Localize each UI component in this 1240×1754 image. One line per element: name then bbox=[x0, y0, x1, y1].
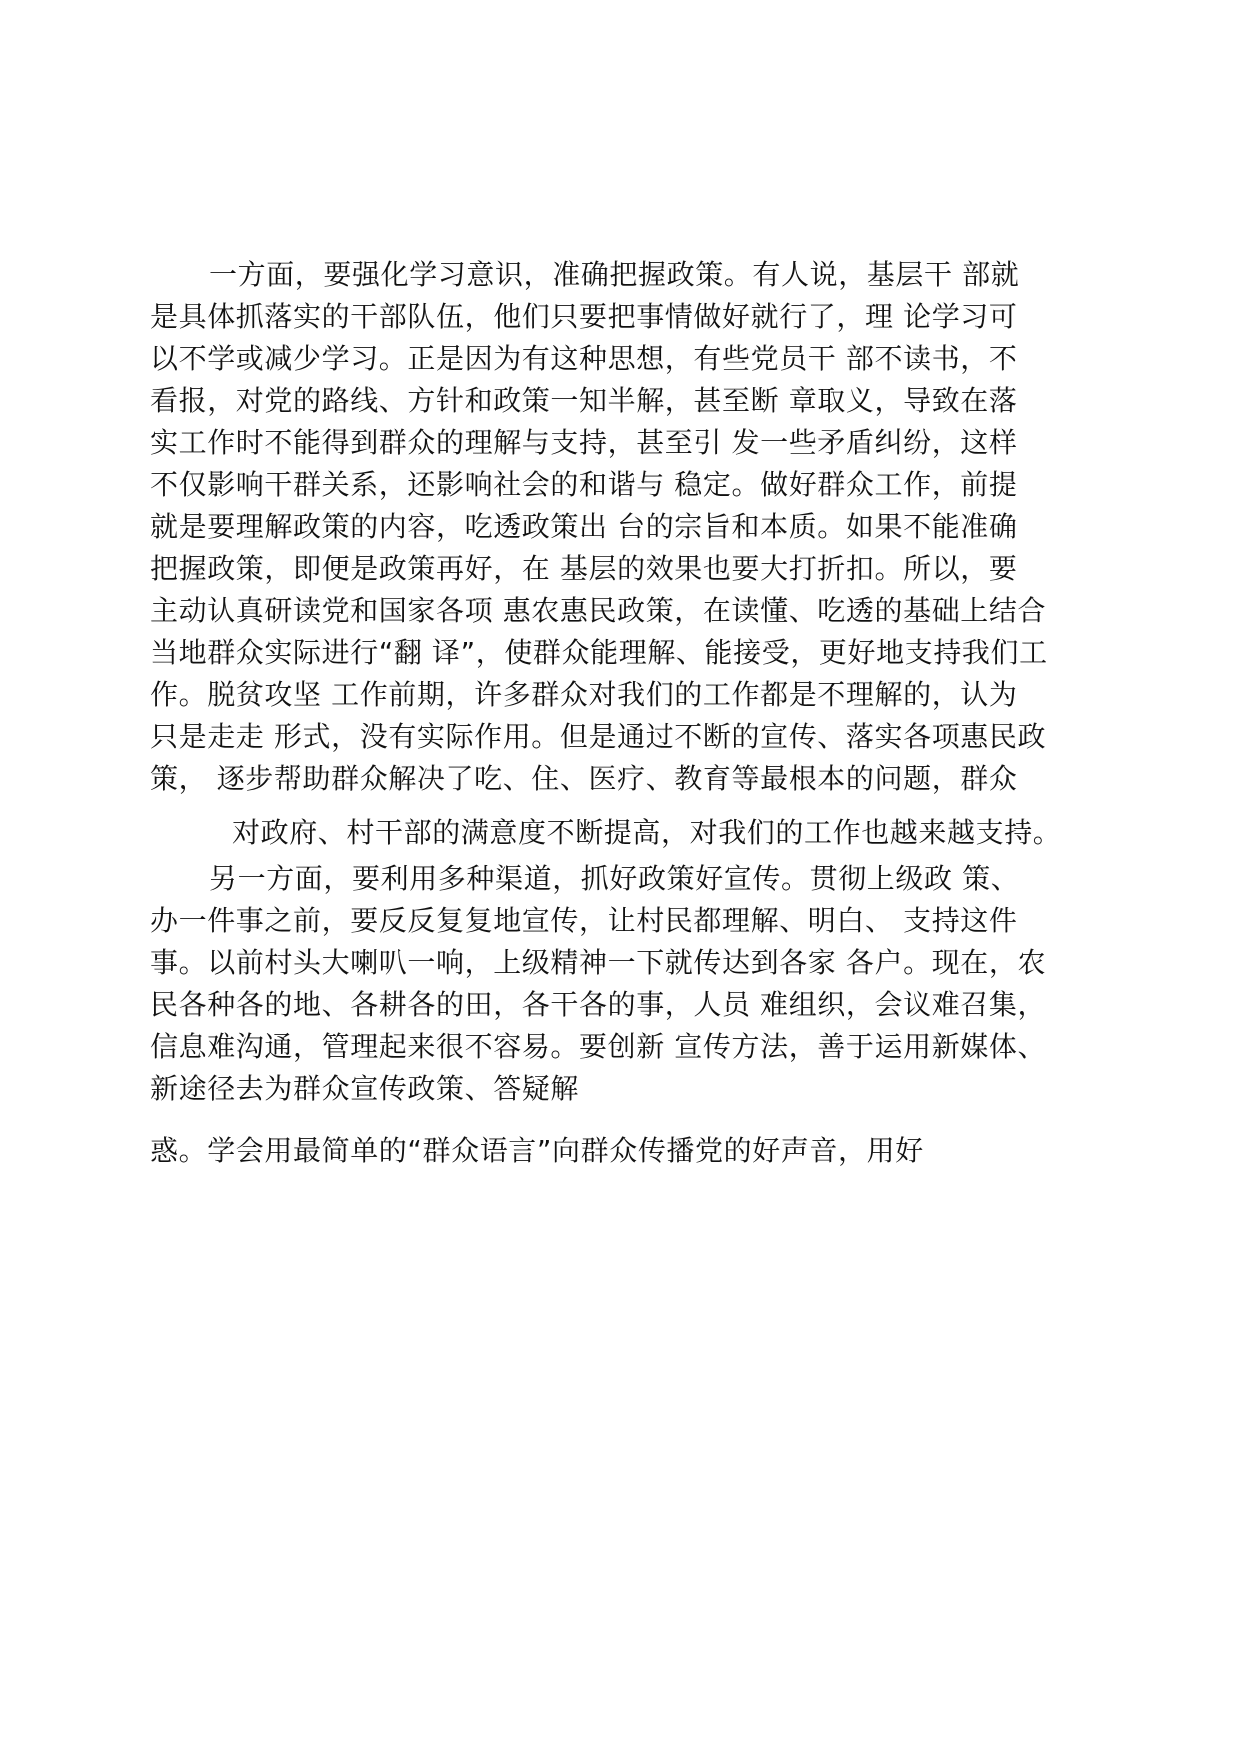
text-line-18: 民各种各的地、各耕各的田，各干各的事，人员 难组织，会议难召集， bbox=[150, 988, 1047, 1021]
text-line-21: 惑。学会用最简单的“群众语言”向群众传播党的好声音，用好 bbox=[150, 1134, 924, 1167]
text-line-13: 策， 逐步帮助群众解决了吃、住、医疗、教育等最根本的问题，群众 bbox=[150, 762, 1018, 795]
text-line-17: 事。以前村头大喇叭一响，上级精神一下就传达到各家 各户。现在，农 bbox=[150, 946, 1047, 979]
text-line-19: 信息难沟通，管理起来很不容易。要创新 宣传方法，善于运用新媒体、 bbox=[150, 1030, 1047, 1063]
text-line-9: 主动认真研读党和国家各项 惠农惠民政策，在读懂、吃透的基础上结合 bbox=[150, 594, 1047, 627]
text-line-2: 是具体抓落实的干部队伍，他们只要把事情做好就行了，理 论学习可 bbox=[150, 300, 1018, 333]
text-line-16: 办一件事之前，要反反复复地宣传，让村民都理解、明白、 支持这件 bbox=[150, 904, 1018, 937]
text-line-7: 就是要理解政策的内容，吃透政策出 台的宗旨和本质。如果不能准确 bbox=[150, 510, 1018, 543]
text-line-4: 看报，对党的路线、方针和政策一知半解，甚至断 章取义，导致在落 bbox=[150, 384, 1018, 417]
text-line-3: 以不学或减少学习。正是因为有这种思想，有些党员干 部不读书，不 bbox=[150, 342, 1018, 375]
text-line-6: 不仅影响干群关系，还影响社会的和谐与 稳定。做好群众工作，前提 bbox=[150, 468, 1018, 501]
text-line-8: 把握政策，即便是政策再好，在 基层的效果也要大打折扣。所以，要 bbox=[150, 552, 1018, 585]
text-line-11: 作。脱贫攻坚 工作前期，许多群众对我们的工作都是不理解的，认为 bbox=[150, 678, 1018, 711]
text-line-14: 对政府、村干部的满意度不断提高，对我们的工作也越来越支持。 bbox=[232, 816, 1062, 849]
text-line-12: 只是走走 形式，没有实际作用。但是通过不断的宣传、落实各项惠民政 bbox=[150, 720, 1047, 753]
text-line-1: 一方面，要强化学习意识，准确把握政策。有人说，基层干 部就 bbox=[209, 258, 1020, 291]
text-line-20: 新途径去为群众宣传政策、答疑解 bbox=[150, 1072, 580, 1105]
text-line-10: 当地群众实际进行“翻 译”，使群众能理解、能接受，更好地支持我们工 bbox=[150, 636, 1048, 669]
text-line-15: 另一方面，要利用多种渠道，抓好政策好宣传。贯彻上级政 策、 bbox=[209, 862, 1020, 895]
text-line-5: 实工作时不能得到群众的理解与支持，甚至引 发一些矛盾纠纷，这样 bbox=[150, 426, 1018, 459]
